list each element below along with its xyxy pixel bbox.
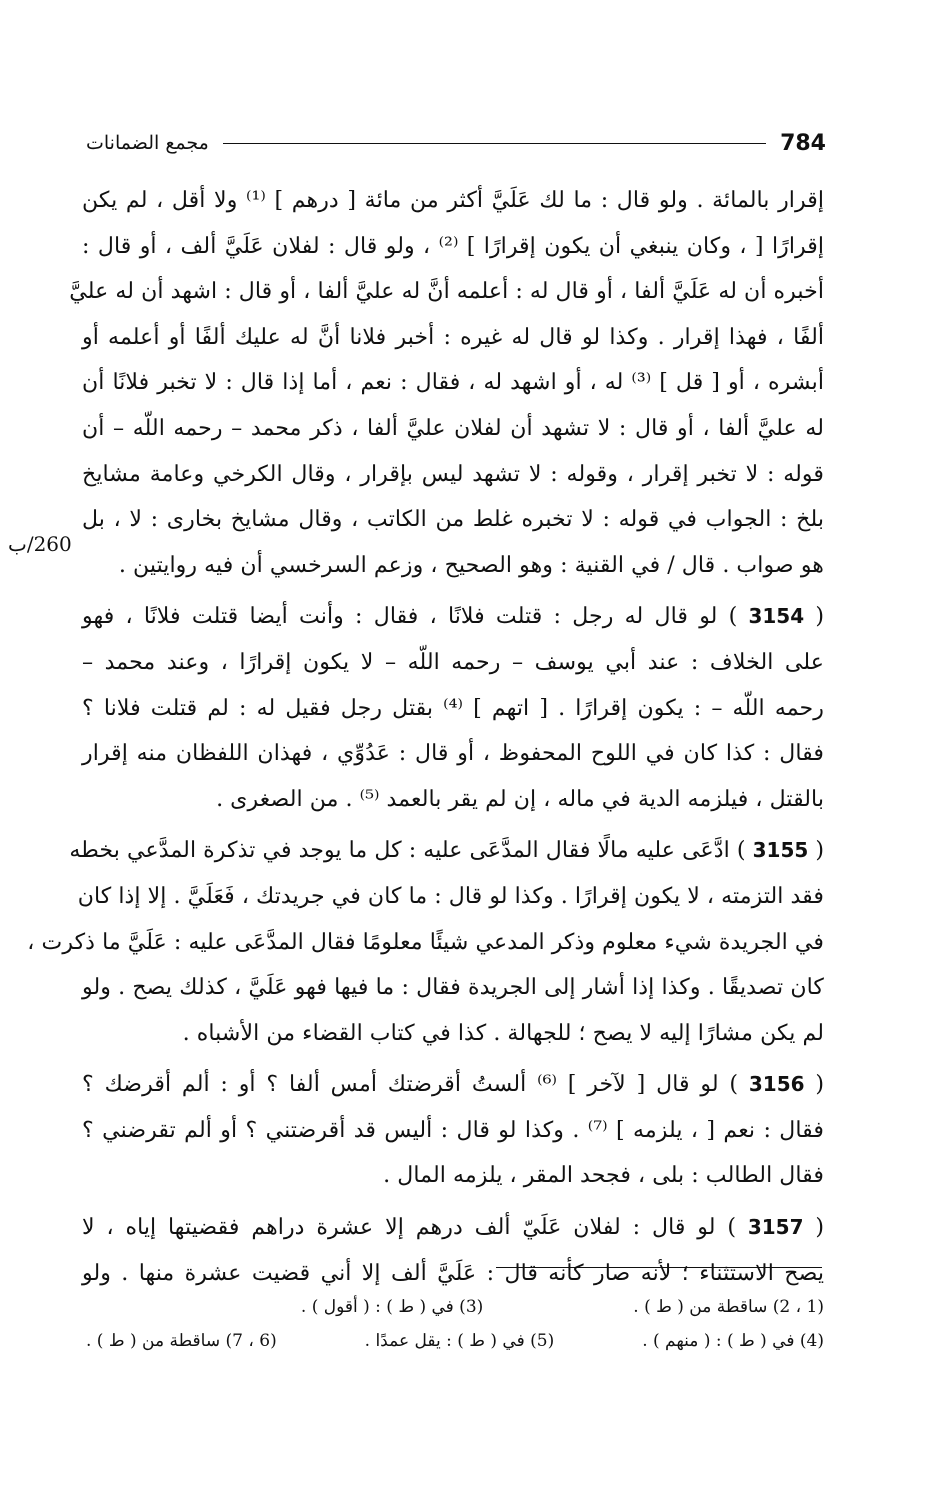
footnote: (3) في ( ط ) : ( أقول ) . [300, 1297, 484, 1317]
footnote-separator [496, 1267, 822, 1268]
text-line: ( 3155 ) ادَّعَى عليه مالًا فقال المدَّعَى عليه : كل ما يوجد في تذكرة المدَّعي بخطه [69, 837, 824, 864]
running-header [86, 123, 826, 163]
text-line: رحمه اللّه – : يكون إقرارًا . [ اتهم ] ⁽⁴⁾ بقتل رجل فقيل له : لم قتلت فلانا ؟ [82, 694, 824, 721]
text-line: فقال : كذا كان في اللوح المحفوظ ، أو قال : عَدُوِّي ، فهذان اللفظان منه إقرار [82, 740, 824, 767]
paragraph [82, 594, 824, 822]
text-line: ( 3156 ) لو قال [ لآخر ] ⁽⁶⁾ ألستُ أقرضتك أمس ألفا ؟ أو : ألم أقرضك ؟ [82, 1071, 825, 1098]
text-line: فقال : نعم [ ، يلزمه ] ⁽⁷⁾ . وكذا لو قال : أليس قد أقرضتني ؟ أو ألم تقرضني ؟ [82, 1116, 824, 1143]
text-line: إقرار بالمائة . ولو قال : ما لك عَلَيَّ أكثر من مائة [ درهم ] ⁽¹⁾ ولا أقل ، لم يكن [82, 187, 824, 213]
text-line: يصح الاستثناء ؛ لأنه صار كأنه قال : عَلَيَّ ألف إلا أني قضيت عشرة منها . ولو [82, 1259, 824, 1286]
text-line: فقد التزمته ، لا يكون إقرارًا . وكذا لو قال : ما كان في جريدتك ، فَعَلَيَّ . إلا إذا كان [77, 882, 824, 909]
text-line: ( 3154 ) لو قال له رجل : قتلت فلانًا ، فقال : وأنت أيضا قتلت فلانًا ، فهو [82, 603, 824, 630]
text-line: إقرارًا [ ، وكان ينبغي أن يكون إقرارًا ] ⁽²⁾ ، ولو قال : لفلان عَلَيَّ ألف ، أو قال : [82, 232, 824, 259]
text-line: ( 3157 ) لو قال : لفلان عَلَيّ ألف درهم إلا عشرة دراهم فقضيتها إياه ، لا [82, 1214, 824, 1241]
article-number: 3157 [747, 1215, 804, 1240]
paragraph [82, 1062, 824, 1199]
paragraph [27, 828, 824, 1056]
text-line: فقال الطالب : بلى ، فجحد المقر ، يلزمه المال . [383, 1162, 824, 1189]
text-line: بلخ : الجواب في قوله : لا تخبره غلط من الكاتب ، وقال مشايخ بخارى : لا ، بل [82, 506, 824, 533]
text-line: لم يكن مشارًا إليه لا يصح ؛ للجهالة . كذا في كتاب القضاء من الأشباه . [182, 1019, 824, 1046]
footnotes [86, 1290, 824, 1358]
footnote: (5) في ( ط ) : يقل عمدًا . [364, 1331, 555, 1351]
text-line: أخبره أن له عَلَيَّ ألفا ، أو قال له : أعلمه أنَّ له عليَّ ألفا ، أو قال : اشهد أن له عليَّ [69, 278, 824, 305]
text-line: ألفًا ، فهذا إقرار . وكذا لو قال له غيره : أخبر فلانا أنَّ له عليك ألفًا أو أعلمه أو [82, 323, 824, 350]
article-number: 3156 [748, 1072, 805, 1097]
article-number: 3155 [752, 838, 809, 863]
text-line: قوله : لا تخبر إقرار ، وقوله : لا تشهد ليس بإقرار ، وقال الكرخي وعامة مشايخ [82, 460, 824, 487]
text-line: بالقتل ، فيلزمه الدية في ماله ، إن لم يقر بالعمد ⁽⁵⁾ . من الصغرى . [216, 785, 824, 812]
footnote: (4) في ( ط ) : ( منهم ) . [642, 1331, 824, 1351]
paragraph [82, 1205, 824, 1296]
text-line: في الجريدة شيء معلوم وذكر المدعي شيئًا معلومًا فقال المدَّعَى عليه : عَلَيَّ ما ذكرت ، [27, 928, 824, 955]
running-title: مجمع الضمانات [86, 132, 209, 154]
header-rule [223, 143, 766, 144]
footnote: (1 ، 2) ساقطة من ( ط ) . [633, 1297, 824, 1317]
footnote-row [86, 1290, 824, 1324]
text-line: هو صواب . قال / في القنية : وهو الصحيح ، وزعم السرخسي أن فيه روايتين . [118, 551, 824, 578]
text-line: على الخلاف : عند أبي يوسف – رحمه اللّه – لا يكون إقرارًا ، وعند محمد – [82, 648, 824, 675]
footnote-row [86, 1324, 824, 1358]
text-line: كان تصديقًا . وكذا إذا أشار إلى الجريدة فقال : ما فيها فهو عَلَيَّ ، كذلك يصح . ولو [82, 974, 824, 1001]
margin-folio-note: 260/ب [8, 532, 72, 556]
text-line: أبشره ، أو [ قل ] ⁽³⁾ له ، أو اشهد له ، فقال : نعم ، أما إذا قال : لا تخبر فلانًا أن [82, 369, 825, 396]
article-number: 3154 [748, 604, 805, 629]
text-line: له عليَّ ألفا ، أو قال : لا تشهد أن لفلان عليَّ ألفا ، ذكر محمد – رحمه اللّه – أن [82, 414, 824, 441]
page-number: 784 [780, 130, 826, 156]
footnote: (6 ، 7) ساقطة من ( ط ) . [86, 1331, 277, 1351]
paragraph [69, 178, 825, 588]
